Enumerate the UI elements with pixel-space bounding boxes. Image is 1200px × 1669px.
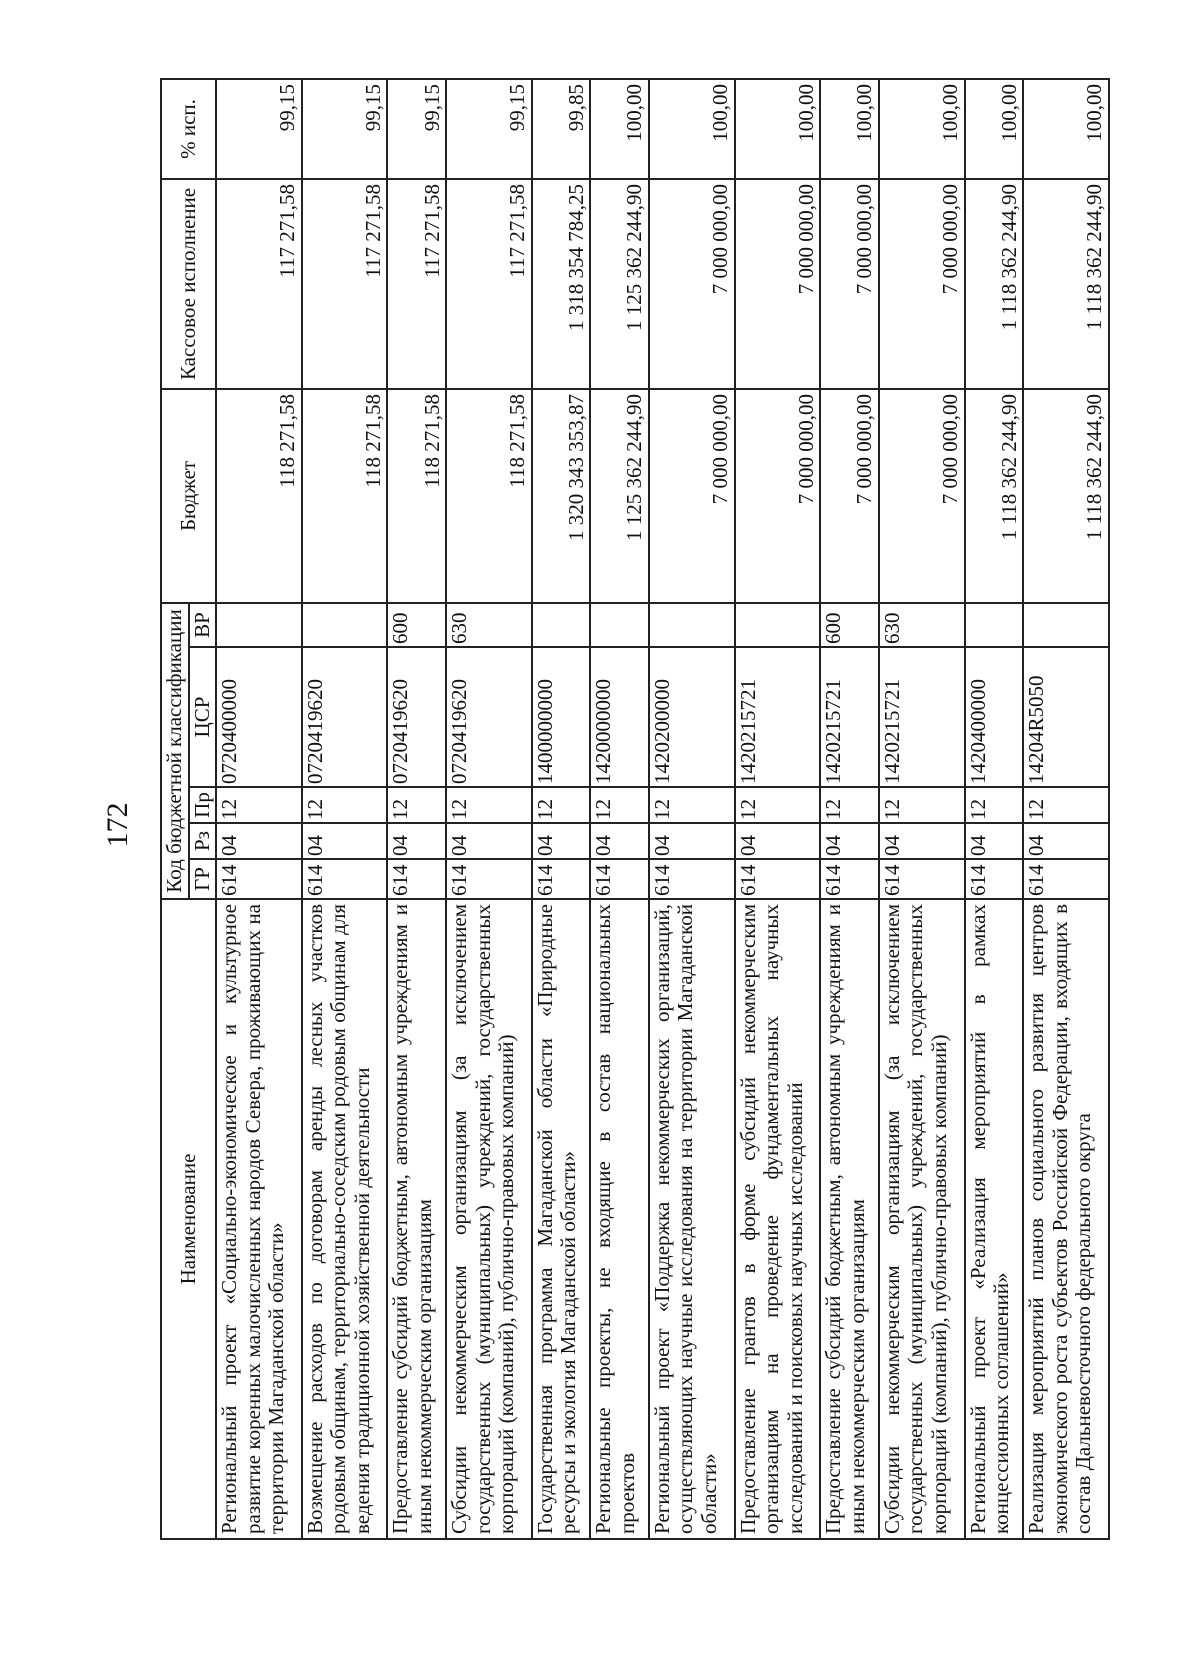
row-budget: 7 000 000,00 <box>879 389 965 603</box>
header-code-group: Код бюджетной классификации <box>161 603 189 899</box>
row-vr <box>216 603 302 647</box>
row-csr: 1400000000 <box>532 647 591 787</box>
row-budget: 7 000 000,00 <box>820 389 879 603</box>
row-name: Государственная программа Магаданской области «Природные ресурсы и экология Магаданской области» <box>532 899 591 1539</box>
row-gr: 614 <box>387 859 446 899</box>
row-budget: 7 000 000,00 <box>735 389 821 603</box>
row-csr: 1420215721 <box>735 647 821 787</box>
row-pct: 100,00 <box>820 79 879 179</box>
row-pr: 12 <box>879 787 965 823</box>
row-rz: 04 <box>965 823 1024 859</box>
row-kassa: 117 271,58 <box>446 179 532 389</box>
row-pct: 100,00 <box>879 79 965 179</box>
header-gr: ГР <box>189 859 217 899</box>
row-rz: 04 <box>1023 823 1109 859</box>
row-kassa: 1 118 362 244,90 <box>965 179 1024 389</box>
row-vr <box>532 603 591 647</box>
row-rz: 04 <box>216 823 302 859</box>
row-gr: 614 <box>590 859 649 899</box>
table-row <box>387 79 446 1539</box>
row-csr: 1420400000 <box>965 647 1024 787</box>
row-kassa: 7 000 000,00 <box>879 179 965 389</box>
table-row <box>446 79 532 1539</box>
row-pct: 99,15 <box>446 79 532 179</box>
row-gr: 614 <box>965 859 1024 899</box>
header-pct: % исп. <box>161 79 216 179</box>
table-row <box>590 79 649 1539</box>
row-budget: 118 271,58 <box>446 389 532 603</box>
table-row <box>532 79 591 1539</box>
row-csr: 0720419620 <box>387 647 446 787</box>
header-kassa: Кассовое исполнение <box>161 179 216 389</box>
row-gr: 614 <box>879 859 965 899</box>
row-csr: 1420000000 <box>590 647 649 787</box>
header-pr: Пр <box>189 787 217 823</box>
row-rz: 04 <box>590 823 649 859</box>
row-pct: 99,15 <box>216 79 302 179</box>
header-row-top <box>161 79 189 1539</box>
row-name: Предоставление субсидий бюджетным, автономным учреждениям и иным некоммерческим организациям <box>387 899 446 1539</box>
row-kassa: 7 000 000,00 <box>735 179 821 389</box>
row-budget: 118 271,58 <box>387 389 446 603</box>
header-rz: Рз <box>189 823 217 859</box>
row-rz: 04 <box>649 823 735 859</box>
row-pr: 12 <box>532 787 591 823</box>
row-budget: 118 271,58 <box>216 389 302 603</box>
header-budget: Бюджет <box>161 389 216 603</box>
row-gr: 614 <box>735 859 821 899</box>
budget-table-container <box>160 80 1110 1540</box>
row-csr: 14204R5050 <box>1023 647 1109 787</box>
row-vr <box>965 603 1024 647</box>
row-gr: 614 <box>216 859 302 899</box>
row-name: Субсидии некоммерческим организациям (за исключением государственных (муниципальных) учреждений, государственных корпораций (компаний), публично-правовых компаний) <box>879 899 965 1539</box>
header-csr: ЦСР <box>189 647 217 787</box>
row-rz: 04 <box>387 823 446 859</box>
row-pr: 12 <box>387 787 446 823</box>
row-pct: 100,00 <box>735 79 821 179</box>
row-gr: 614 <box>820 859 879 899</box>
row-budget: 1 125 362 244,90 <box>590 389 649 603</box>
row-pr: 12 <box>965 787 1024 823</box>
row-budget: 1 118 362 244,90 <box>965 389 1024 603</box>
row-pct: 100,00 <box>649 79 735 179</box>
row-pr: 12 <box>216 787 302 823</box>
row-vr <box>649 603 735 647</box>
row-name: Региональный проект «Реализация мероприятий в рамках концессионных соглашений» <box>965 899 1024 1539</box>
row-pct: 100,00 <box>965 79 1024 179</box>
budget-table <box>160 78 1110 1540</box>
table-row <box>735 79 821 1539</box>
table-row <box>649 79 735 1539</box>
row-gr: 614 <box>302 859 388 899</box>
row-csr: 1420215721 <box>879 647 965 787</box>
row-pct: 100,00 <box>1023 79 1109 179</box>
row-name: Предоставление грантов в форме субсидий некоммерческим организациям на проведение фундаментальных научных исследований и поисковых научных исследований <box>735 899 821 1539</box>
row-gr: 614 <box>446 859 532 899</box>
row-pct: 99,85 <box>532 79 591 179</box>
row-name: Региональный проект «Поддержка некоммерческих организаций, осуществляющих научные исследования на территории Магаданской области» <box>649 899 735 1539</box>
row-vr <box>1023 603 1109 647</box>
table-body <box>216 79 1109 1539</box>
row-vr <box>590 603 649 647</box>
row-budget: 7 000 000,00 <box>649 389 735 603</box>
row-kassa: 7 000 000,00 <box>649 179 735 389</box>
row-vr <box>302 603 388 647</box>
page-number: 172 <box>101 802 134 848</box>
row-pct: 99,15 <box>387 79 446 179</box>
row-gr: 614 <box>532 859 591 899</box>
row-kassa: 117 271,58 <box>387 179 446 389</box>
row-kassa: 117 271,58 <box>302 179 388 389</box>
row-name: Возмещение расходов по договорам аренды лесных участков родовым общинам, территориально-соседским родовым общинам для ведения традиционной хозяйственной деятельности <box>302 899 388 1539</box>
row-csr: 0720419620 <box>302 647 388 787</box>
row-vr: 600 <box>387 603 446 647</box>
row-pr: 12 <box>590 787 649 823</box>
row-pr: 12 <box>820 787 879 823</box>
table-row <box>879 79 965 1539</box>
row-pr: 12 <box>1023 787 1109 823</box>
row-vr: 630 <box>879 603 965 647</box>
row-kassa: 7 000 000,00 <box>820 179 879 389</box>
row-rz: 04 <box>820 823 879 859</box>
row-kassa: 1 118 362 244,90 <box>1023 179 1109 389</box>
row-budget: 1 320 343 353,87 <box>532 389 591 603</box>
row-rz: 04 <box>446 823 532 859</box>
table-row <box>965 79 1024 1539</box>
row-rz: 04 <box>735 823 821 859</box>
row-rz: 04 <box>532 823 591 859</box>
table-row <box>216 79 302 1539</box>
row-pr: 12 <box>649 787 735 823</box>
row-budget: 1 118 362 244,90 <box>1023 389 1109 603</box>
row-csr: 0720400000 <box>216 647 302 787</box>
table-row <box>302 79 388 1539</box>
table-row <box>820 79 879 1539</box>
row-pr: 12 <box>735 787 821 823</box>
row-pr: 12 <box>446 787 532 823</box>
row-name: Региональные проекты, не входящие в состав национальных проектов <box>590 899 649 1539</box>
row-rz: 04 <box>879 823 965 859</box>
row-name: Реализация мероприятий планов социального развития центров экономического роста субъектов Российской Федерации, входящих в состав Дальневосточного федерального округа <box>1023 899 1109 1539</box>
row-vr: 600 <box>820 603 879 647</box>
header-name: Наименование <box>161 899 216 1539</box>
row-gr: 614 <box>649 859 735 899</box>
row-budget: 118 271,58 <box>302 389 388 603</box>
table-row <box>1023 79 1109 1539</box>
row-pct: 99,15 <box>302 79 388 179</box>
row-vr <box>735 603 821 647</box>
row-pr: 12 <box>302 787 388 823</box>
row-pct: 100,00 <box>590 79 649 179</box>
row-csr: 1420215721 <box>820 647 879 787</box>
header-vr: ВР <box>189 603 217 647</box>
row-rz: 04 <box>302 823 388 859</box>
row-kassa: 1 318 354 784,25 <box>532 179 591 389</box>
row-kassa: 117 271,58 <box>216 179 302 389</box>
row-csr: 0720419620 <box>446 647 532 787</box>
row-csr: 1420200000 <box>649 647 735 787</box>
row-kassa: 1 125 362 244,90 <box>590 179 649 389</box>
row-name: Предоставление субсидий бюджетным, автономным учреждениям и иным некоммерческим организациям <box>820 899 879 1539</box>
row-vr: 630 <box>446 603 532 647</box>
row-gr: 614 <box>1023 859 1109 899</box>
row-name: Региональный проект «Социально-экономическое и культурное развитие коренных малочисленных народов Севера, проживающих на территории Магаданской области» <box>216 899 302 1539</box>
row-name: Субсидии некоммерческим организациям (за исключением государственных (муниципальных) учреждений, государственных корпораций (компаний), публично-правовых компаний) <box>446 899 532 1539</box>
